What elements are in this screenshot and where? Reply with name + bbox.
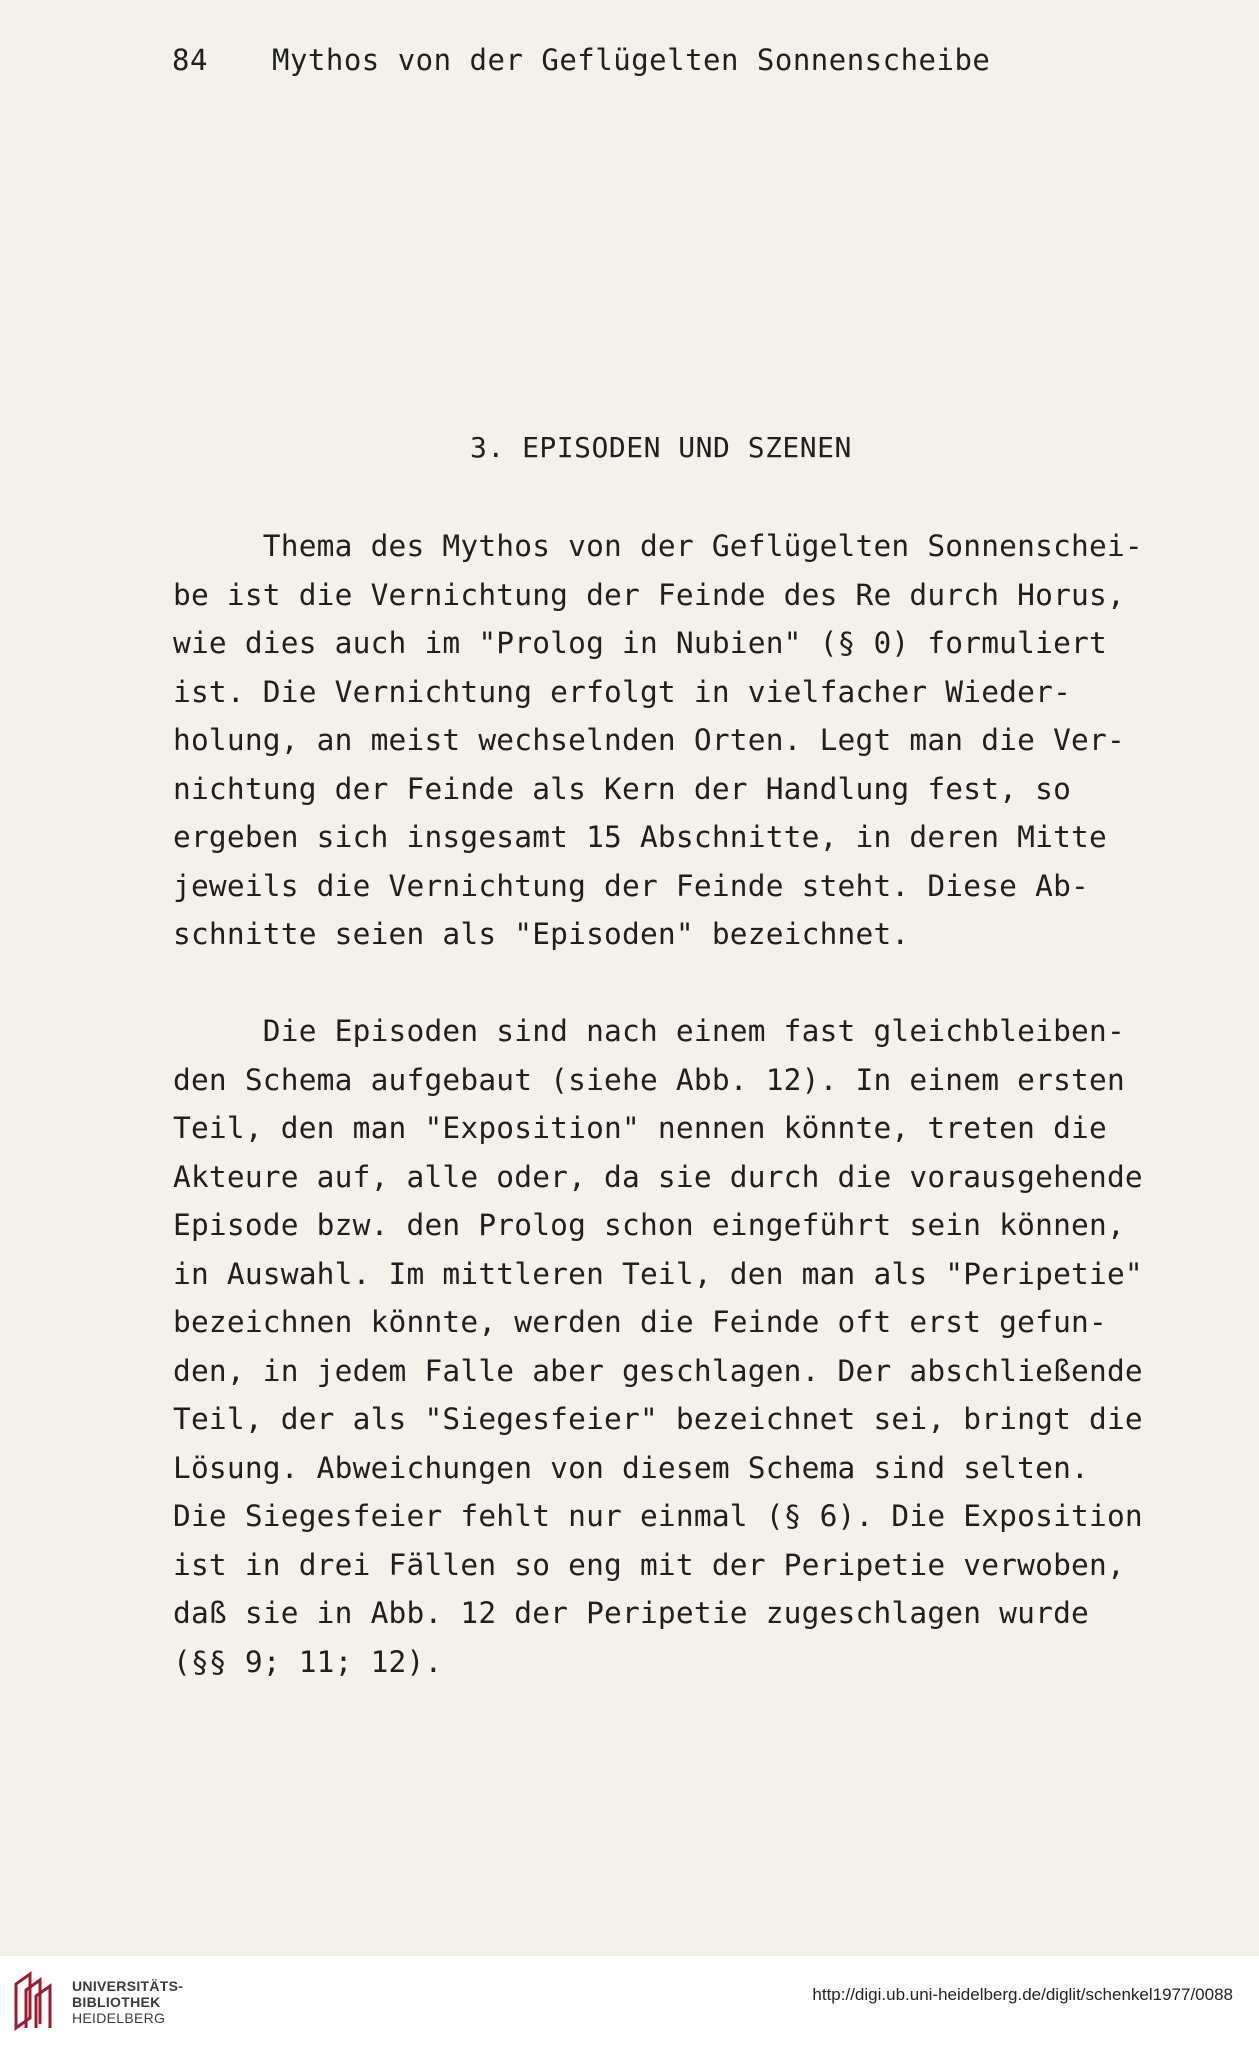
text-line: ergeben sich insgesamt 15 Abschnitte, in deren Mitte bbox=[173, 820, 1107, 854]
text-line: Die Episoden sind nach einem fast gleichbleiben- bbox=[173, 1014, 1125, 1048]
text-line: Thema des Mythos von der Geflügelten Sonnenschei- bbox=[173, 529, 1143, 563]
text-line: Lösung. Abweichungen von diesem Schema sind selten. bbox=[173, 1450, 1089, 1485]
text-line: daß sie in Abb. 12 der Peripetie zugeschlagen wurde bbox=[173, 1596, 1089, 1630]
text-line: Episode bzw. den Prolog schon eingeführt sein können, bbox=[173, 1208, 1125, 1242]
section-heading: 3. EPISODEN UND SZENEN bbox=[470, 431, 852, 464]
running-title: Mythos von der Geflügelten Sonnenscheibe bbox=[272, 43, 991, 77]
digitization-footer bbox=[0, 1956, 1259, 2047]
ub-heidelberg-logo-icon bbox=[12, 1970, 58, 2032]
text-line: bezeichnen könnte, werden die Feinde oft erst gefun- bbox=[173, 1305, 1107, 1339]
paragraph-1 bbox=[173, 522, 1233, 959]
text-line: ist. Die Vernichtung erfolgt in vielfacher Wieder- bbox=[173, 674, 1072, 709]
text-line: Akteure auf, alle oder, da sie durch die vorausgehende bbox=[173, 1159, 1143, 1194]
text-line: be ist die Vernichtung der Feinde des Re durch Horus, bbox=[173, 577, 1125, 612]
permalink-url[interactable]: http://digi.ub.uni-heidelberg.de/diglit/schenkel1977/0088 bbox=[812, 1985, 1233, 2004]
text-line: nichtung der Feinde als Kern der Handlung fest, so bbox=[173, 771, 1072, 806]
text-line: Teil, den man "Exposition" nennen könnte, treten die bbox=[173, 1111, 1107, 1145]
text-line: den, in jedem Falle aber geschlagen. Der abschließende bbox=[173, 1353, 1143, 1388]
running-header bbox=[172, 40, 990, 80]
text-line: ist in drei Fällen so eng mit der Peripetie verwoben, bbox=[173, 1547, 1125, 1582]
text-line: (§§ 9; 11; 12). bbox=[173, 1644, 443, 1679]
page-number: 84 bbox=[172, 43, 208, 77]
library-name-line-1: UNIVERSITÄTS- bbox=[72, 1978, 184, 1994]
library-name bbox=[72, 1978, 183, 2026]
text-line: wie dies auch im "Prolog in Nubien" (§ 0) formuliert bbox=[173, 626, 1107, 660]
text-line: Die Siegesfeier fehlt nur einmal (§ 6). Die Exposition bbox=[173, 1499, 1143, 1533]
text-line: den Schema aufgebaut (siehe Abb. 12). In einem ersten bbox=[173, 1062, 1125, 1097]
text-line: jeweils die Vernichtung der Feinde steht. Diese Ab- bbox=[173, 868, 1089, 903]
text-line: schnitte seien als "Episoden" bezeichnet. bbox=[173, 917, 910, 951]
library-name-line-2: BIBLIOTHEK bbox=[72, 1994, 161, 2010]
paragraph-2 bbox=[173, 1007, 1233, 1686]
text-line: holung, an meist wechselnden Orten. Legt man die Ver- bbox=[173, 723, 1125, 757]
text-line: in Auswahl. Im mittleren Teil, den man als "Peripetie" bbox=[173, 1256, 1143, 1291]
text-line: Teil, der als "Siegesfeier" bezeichnet sei, bringt die bbox=[173, 1402, 1143, 1436]
library-name-line-3: HEIDELBERG bbox=[72, 2010, 166, 2026]
